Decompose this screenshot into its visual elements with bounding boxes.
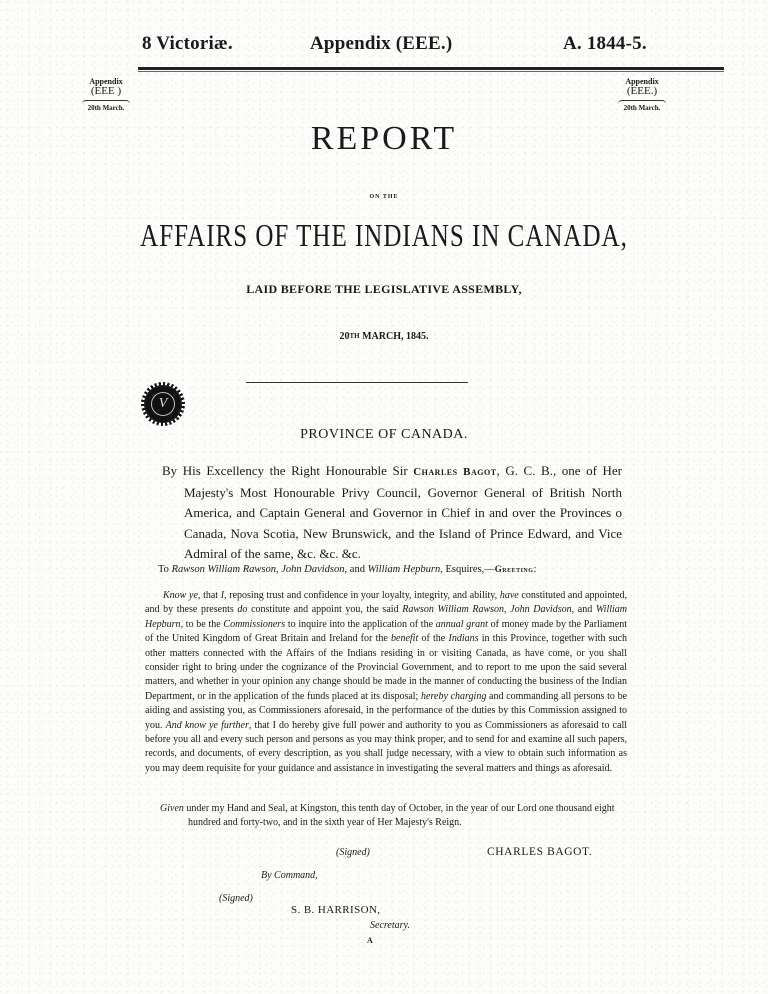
excellency-text: , G. C. B., one of Her Majesty's Most Honourable Privy Council, Governor General of British North America, and Captain General and Governor in Chief in and over the Provinces o Canada, Nova Scotia, New Brunswick, and the Island of Prince Edward, and Vice Admiral of the same, &c. &c. &c. (184, 463, 622, 561)
title-connector: ON THE (369, 194, 399, 200)
brace-icon (618, 100, 666, 104)
emphasis-text: William Hepburn (145, 604, 628, 630)
emphasis-text: Rawson William Rawson, John Davidson (402, 604, 572, 616)
greeting-text: Esquires,— (442, 564, 495, 575)
signed-label: (Signed) (219, 893, 253, 904)
body-text: to inquire into the application of the (285, 618, 436, 630)
seal-monogram: V (151, 392, 175, 416)
given-word: Given (160, 803, 184, 814)
emphasis-text: hereby charging (421, 690, 487, 702)
body-text: in this Province, together with such other matters connected with the Affairs of the Indians residing in or visiting Canada, as have come, or you shall consider right to bring under the cognizance of the Provincial Government, and to report to me upon the said several matters, and whether in your opinion any change should be made in the manner of conducting the business of the Indian Department, or in the application of the funds placed at its disposal; (145, 633, 628, 702)
date-rest: MARCH, 1845. (359, 331, 429, 342)
report-date (0, 331, 768, 342)
emphasis-text: Know ye (163, 590, 198, 601)
emphasis-text: And know ye further (165, 719, 249, 731)
signature-mark: A (367, 936, 373, 945)
margin-note-date: 20th March. (623, 103, 661, 112)
body-text: constitute and appoint you, the said (247, 604, 403, 616)
royal-seal-icon (141, 382, 185, 426)
emphasis-text: Indians (448, 633, 479, 645)
governor-name: Charles Bagot (413, 466, 497, 478)
emphasis-text: I (220, 590, 225, 601)
body-text: of the (418, 633, 449, 645)
header-rule-thin (138, 71, 724, 72)
commissioner-name: William Hepburn, (367, 564, 443, 575)
margin-note-right (616, 78, 668, 112)
greeting-text: To (158, 564, 172, 575)
report-laid-before: LAID BEFORE THE LEGISLATIVE ASSEMBLY, (246, 282, 522, 296)
body-text: and commanding all persons to be aiding and assisting you, as Commissioners aforesaid, in the performance of the duties by this Commission assigned to you. (145, 690, 628, 731)
body-text: , that I do hereby give full power and authority to you as Commissioners as aforesaid to call before you all and every such person and persons as you may think proper, and to send for and examine all such papers, records, and documents, of every description, as you shall judge necessary, with a view to obtain such information as you may deem requisite for your guidance and assistance in investigating the several matters and things as aforesaid. (145, 719, 627, 774)
margin-note-label: Appendix (625, 77, 659, 86)
emphasis-text: do (237, 604, 248, 616)
given-text: under my Hand and Seal, at Kingston, this tenth day of October, in the year of our Lord one thousand eight hundred and forty-two, and in the sixth year of Her Majesty's Reign. (183, 803, 615, 828)
body-text: of money made by the Parliament of the United Kingdom of Great Britain and Ireland for the (145, 618, 628, 645)
excellency-paragraph (162, 461, 622, 565)
margin-note-date: 20th March. (87, 103, 125, 112)
emphasis-text: benefit (391, 633, 419, 645)
secretary-name: S. B. HARRISON, (291, 904, 381, 916)
greeting-word: Greeting (494, 564, 534, 574)
excellency-text: By His Excellency the Right Honourable Sir (162, 463, 414, 478)
emphasis-text: have (499, 590, 519, 601)
header-rule (138, 67, 724, 70)
by-command-label: By Command, (261, 870, 318, 881)
margin-note-label: Appendix (89, 77, 123, 86)
header-appendix: Appendix (EEE.) (310, 33, 453, 54)
margin-note-left (80, 78, 132, 112)
greeting-line (158, 564, 628, 575)
emphasis-text: Commissioners (223, 618, 286, 630)
body-text: constituted and appointed, and by these presents (145, 590, 627, 616)
signed-label: (Signed) (336, 847, 370, 858)
commission-body (145, 589, 627, 776)
margin-note-code: (EEE ) (90, 85, 122, 98)
greeting-text: and (347, 564, 368, 575)
report-subject: AFFAIRS OF THE INDIANS IN CANADA, (140, 219, 628, 254)
secretary-title: Secretary. (370, 920, 410, 931)
date-day: 20 (339, 331, 350, 342)
body-text: , and (571, 604, 596, 616)
signer-name: CHARLES BAGOT. (487, 846, 593, 858)
margin-note-code: (EEE.) (626, 85, 658, 98)
commissioner-names: Rawson William Rawson, John Davidson, (171, 564, 348, 575)
date-suffix: TH (349, 332, 360, 340)
body-text: , to be the (180, 618, 224, 630)
section-divider (246, 382, 468, 383)
header-session: 8 Victoriæ. (142, 33, 233, 54)
given-paragraph (160, 802, 630, 830)
brace-icon (82, 100, 130, 104)
commission-paragraph (145, 589, 627, 776)
emphasis-text: annual grant (435, 618, 488, 630)
province-heading: PROVINCE OF CANADA. (300, 427, 468, 442)
header-year: A. 1844-5. (563, 33, 647, 54)
greeting-text: : (533, 564, 537, 575)
body-text: , reposing trust and confidence in your loyalty, integrity, and ability, (224, 590, 500, 601)
body-text: , that (197, 590, 221, 601)
report-title: REPORT (310, 120, 458, 157)
